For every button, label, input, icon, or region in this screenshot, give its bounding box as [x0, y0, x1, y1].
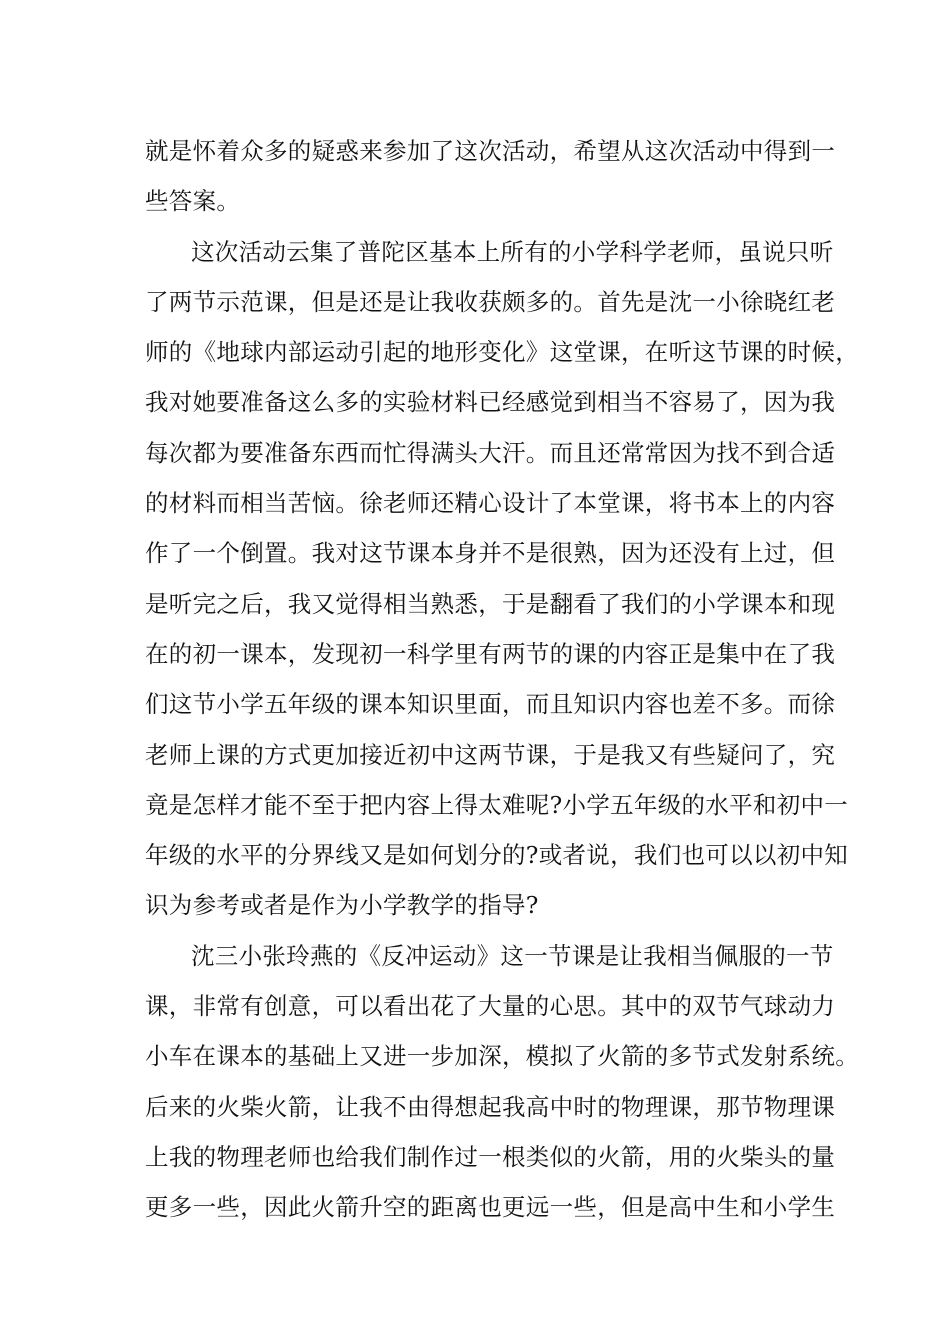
text-line: 师的《地球内部运动引起的地形变化》这堂课，在听这节课的时候， — [145, 338, 859, 367]
text-line: 我对她要准备这么多的实验材料已经感觉到相当不容易了，因为我 — [145, 388, 836, 417]
text-line: 竟是怎样才能不至于把内容上得太难呢?小学五年级的水平和初中一 — [145, 790, 849, 819]
text-line: 就是怀着众多的疑惑来参加了这次活动，希望从这次活动中得到一 — [145, 137, 836, 165]
text-line: 是听完之后，我又觉得相当熟悉，于是翻看了我们的小学课本和现 — [145, 589, 836, 618]
text-line: 了两节示范课，但是还是让我收获颇多的。首先是沈一小徐晓红老 — [145, 287, 836, 316]
text-line: 老师上课的方式更加接近初中这两节课，于是我又有些疑问了，究 — [145, 740, 836, 769]
paragraph-start-line: 沈三小张玲燕的《反冲运动》这一节课是让我相当佩服的一节 — [191, 941, 834, 970]
text-line: 上我的物理老师也给我们制作过一根类似的火箭，用的火柴头的量 — [145, 1142, 836, 1171]
paragraph-start-line: 这次活动云集了普陀区基本上所有的小学科学老师，虽说只听 — [191, 237, 834, 266]
text-line: 每次都为要准备东西而忙得满头大汗。而且还常常因为找不到合适 — [145, 438, 836, 467]
text-line: 识为参考或者是作为小学教学的指导? — [145, 891, 539, 920]
text-line: 课，非常有创意，可以看出花了大量的心思。其中的双节气球动力 — [145, 992, 836, 1021]
text-line: 作了一个倒置。我对这节课本身并不是很熟，因为还没有上过，但 — [145, 539, 836, 568]
text-line: 们这节小学五年级的课本知识里面，而且知识内容也差不多。而徐 — [145, 690, 836, 719]
text-line: 更多一些，因此火箭升空的距离也更远一些，但是高中生和小学生 — [145, 1193, 836, 1222]
document-body — [145, 126, 859, 1233]
text-line: 在的初一课本，发现初一科学里有两节的课的内容正是集中在了我 — [145, 639, 836, 668]
text-line: 小车在课本的基础上又进一步加深，模拟了火箭的多节式发射系统。 — [145, 1042, 859, 1071]
text-line: 年级的水平的分界线又是如何划分的?或者说，我们也可以以初中知 — [145, 841, 849, 870]
text-line: 些答案。 — [145, 187, 241, 216]
text-line: 的材料而相当苦恼。徐老师还精心设计了本堂课，将书本上的内容 — [145, 489, 836, 518]
text-line: 后来的火柴火箭，让我不由得想起我高中时的物理课，那节物理课 — [145, 1092, 836, 1121]
